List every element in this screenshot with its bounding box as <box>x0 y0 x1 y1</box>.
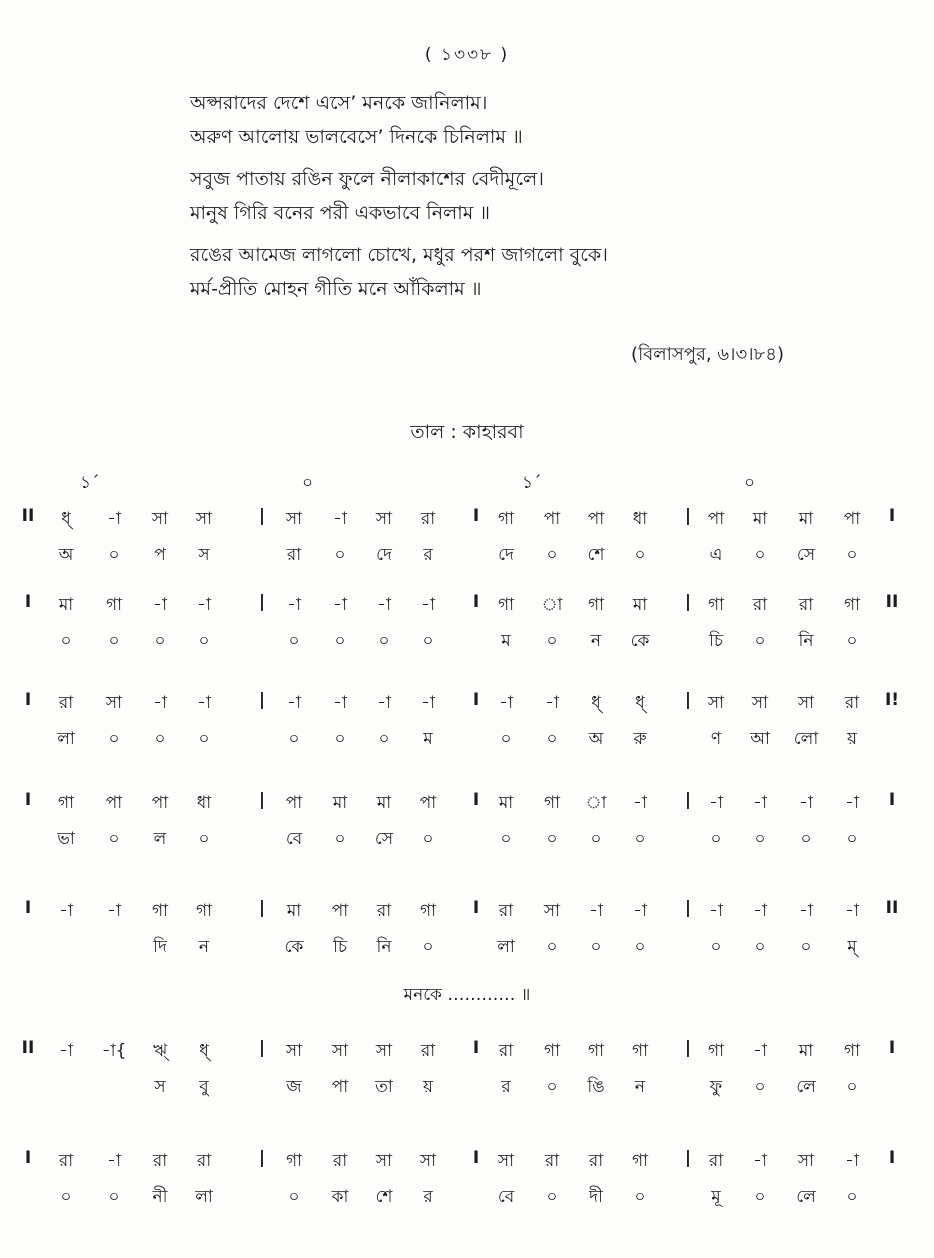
note: -া <box>753 1041 767 1061</box>
lyric-syllable: শে <box>587 545 605 565</box>
note: -া <box>59 1041 73 1061</box>
lyric-syllable: অ <box>58 545 74 565</box>
poem-stanza-2 <box>190 162 608 230</box>
note: গা <box>707 1041 725 1061</box>
bar-line: I <box>472 898 480 918</box>
lyric-syllable: ০ <box>546 545 558 565</box>
note: -া <box>333 509 347 529</box>
lyric-syllable: রু <box>633 729 647 749</box>
note: মা <box>376 793 392 813</box>
lyric-syllable: কে <box>630 631 650 651</box>
bar-line: I <box>24 592 32 612</box>
beat-marks <box>0 470 934 494</box>
lyric-syllable: কে <box>284 937 304 957</box>
note: সা <box>543 901 561 921</box>
lyric-syllable: ০ <box>754 829 766 849</box>
lyric-syllable: ০ <box>422 631 434 651</box>
note: গা <box>631 1041 649 1061</box>
lyric-syllable: সে <box>374 829 394 849</box>
note: -া <box>287 595 301 615</box>
lyric-syllable: দে <box>498 545 514 565</box>
lyric-syllable: লে <box>796 1077 816 1097</box>
note: -া <box>799 793 813 813</box>
note: -া <box>333 595 347 615</box>
note: গা <box>543 1041 561 1061</box>
poem-line: অরুণ আলোয় ভালবেসে’ দিনকে চিনিলাম ॥ <box>190 126 523 148</box>
note: -া <box>709 793 723 813</box>
lyric-syllable: র <box>501 1077 511 1097</box>
note: পা <box>707 509 725 529</box>
lyric-syllable: ০ <box>846 631 858 651</box>
beat-mark: ০ <box>744 473 756 493</box>
lyric-syllable: প <box>154 545 166 565</box>
note: সা <box>751 693 769 713</box>
bar-line: | <box>684 898 692 918</box>
lyric-syllable: ০ <box>546 1187 558 1207</box>
lyric-syllable: ০ <box>846 545 858 565</box>
lyric-syllable: ০ <box>334 545 346 565</box>
note: গা <box>195 901 213 921</box>
note: রা <box>498 901 514 921</box>
poem-line: মানুষ গিরি বনের পরী একভাবে নিলাম ॥ <box>190 202 491 224</box>
note: রা <box>588 1151 604 1171</box>
lyric-syllable: ন <box>634 1077 646 1097</box>
note: মা <box>58 595 74 615</box>
lyric-syllable: নী <box>152 1187 168 1207</box>
bar-line: | <box>684 506 692 526</box>
lyric-syllable: ০ <box>334 829 346 849</box>
lyric-syllable: ০ <box>154 729 166 749</box>
note: রা <box>708 1151 724 1171</box>
lyric-syllable: ০ <box>754 1077 766 1097</box>
bar-line: | <box>258 690 266 710</box>
lyric-syllable: ০ <box>500 829 512 849</box>
lyric-syllable: লে <box>796 1187 816 1207</box>
note: পা <box>843 509 861 529</box>
lyric-row <box>0 628 934 658</box>
lyric-syllable: ০ <box>60 631 72 651</box>
note: গা <box>285 1151 303 1171</box>
note: গা <box>707 595 725 615</box>
lyric-syllable: বে <box>497 1187 515 1207</box>
bar-line: | <box>684 1148 692 1168</box>
bar-line: II <box>885 592 899 612</box>
note: রা <box>152 1151 168 1171</box>
note: সা <box>497 1151 515 1171</box>
note: ধ্ <box>591 693 601 713</box>
lyric-syllable: ০ <box>108 1187 120 1207</box>
bar-line: I <box>888 1148 896 1168</box>
lyric-syllable: ০ <box>754 545 766 565</box>
lyric-syllable: শে <box>375 1187 393 1207</box>
notation-row <box>0 690 934 720</box>
note: সা <box>151 509 169 529</box>
note: -া <box>377 595 391 615</box>
note: গা <box>543 793 561 813</box>
note: সা <box>797 693 815 713</box>
note: -া <box>197 693 211 713</box>
lyric-syllable: ০ <box>546 729 558 749</box>
bar-line: I <box>472 1148 480 1168</box>
note: -া <box>633 901 647 921</box>
note: মা <box>332 793 348 813</box>
note: -া <box>421 595 435 615</box>
lyric-syllable: চি <box>708 631 724 651</box>
lyric-syllable: ০ <box>334 729 346 749</box>
note: রা <box>498 1041 514 1061</box>
bar-line: I <box>24 1148 32 1168</box>
bar-line: | <box>258 592 266 612</box>
bar-line: | <box>684 790 692 810</box>
lyric-syllable: দি <box>153 937 167 957</box>
note: সা <box>285 1041 303 1061</box>
note: মা <box>752 509 768 529</box>
note: পা <box>151 793 169 813</box>
note: ধা <box>196 793 212 813</box>
tal-heading: তাল : কাহারবা <box>410 421 524 443</box>
lyric-syllable: ম <box>501 631 511 651</box>
note: -া <box>107 1151 121 1171</box>
lyric-syllable: ০ <box>634 937 646 957</box>
note: সা <box>707 693 725 713</box>
note: -া <box>799 901 813 921</box>
lyric-syllable: ম্ <box>847 937 857 957</box>
poem-line: অপ্সরাদের দেশে এসে’ মনকে জানিলাম। <box>190 92 488 114</box>
note: -া <box>153 693 167 713</box>
lyric-syllable: ০ <box>154 631 166 651</box>
lyric-syllable: র <box>423 545 433 565</box>
note: রা <box>752 595 768 615</box>
note: গা <box>57 793 75 813</box>
note: মা <box>798 509 814 529</box>
note: গা <box>587 595 605 615</box>
lyric-syllable: বে <box>285 829 303 849</box>
lyric-row <box>0 542 934 572</box>
note: গা <box>587 1041 605 1061</box>
note: রা <box>376 901 392 921</box>
note: -া <box>197 595 211 615</box>
bar-line: | <box>684 1038 692 1058</box>
lyric-syllable: ০ <box>288 1187 300 1207</box>
note: সা <box>419 1151 437 1171</box>
bar-line: | <box>258 506 266 526</box>
note: গা <box>151 901 169 921</box>
bar-line: I <box>888 1038 896 1058</box>
bar-line: I <box>24 898 32 918</box>
poem-stanza-3 <box>190 238 608 306</box>
note: রা <box>196 1151 212 1171</box>
lyric-syllable: ০ <box>546 937 558 957</box>
lyric-syllable: রা <box>286 545 302 565</box>
note: গা <box>497 509 515 529</box>
note: গা <box>631 1151 649 1171</box>
note: রা <box>798 595 814 615</box>
lyric-syllable: ০ <box>800 937 812 957</box>
lyric-syllable: র <box>423 1187 433 1207</box>
note: রা <box>58 1151 74 1171</box>
notation-row <box>0 790 934 820</box>
notation-row <box>0 898 934 928</box>
poem <box>190 86 608 314</box>
note: সা <box>285 509 303 529</box>
lyric-syllable: ০ <box>198 829 210 849</box>
note: -া <box>499 693 513 713</box>
lyric-syllable: ০ <box>288 631 300 651</box>
note: গা <box>843 595 861 615</box>
lyric-syllable: অ <box>588 729 604 749</box>
note: গা <box>105 595 123 615</box>
bar-line: I <box>472 690 480 710</box>
lyric-syllable: ০ <box>546 631 558 651</box>
bar-line: II <box>885 898 899 918</box>
beat-mark: ০ <box>302 473 314 493</box>
lyric-syllable: ০ <box>198 729 210 749</box>
lyric-syllable: ০ <box>108 729 120 749</box>
bar-line: I <box>472 592 480 612</box>
lyric-syllable: ল <box>153 829 167 849</box>
place-date: (বিলাসপুর, ৬।৩।৮৪) <box>631 344 784 365</box>
lyric-syllable: ন <box>590 631 602 651</box>
page-number: ( ১৩৩৮ ) <box>424 45 510 65</box>
poem-line: সবুজ পাতায় রঙিন ফুলে নীলাকাশের বেদীমূলে। <box>190 168 544 190</box>
lyric-syllable: ফু <box>709 1077 723 1097</box>
note: -া <box>709 901 723 921</box>
lyric-syllable: ০ <box>60 1187 72 1207</box>
notation-row <box>0 506 934 536</box>
note: রা <box>844 693 860 713</box>
bar-line: I <box>472 506 480 526</box>
lyric-syllable: ০ <box>288 729 300 749</box>
note: রা <box>58 693 74 713</box>
lyric-syllable: ম <box>423 729 433 749</box>
bar-line: | <box>258 1038 266 1058</box>
note: সা <box>375 509 393 529</box>
lyric-syllable: কা <box>331 1187 349 1207</box>
note: মা <box>498 793 514 813</box>
bar-line: | <box>684 592 692 612</box>
note: পা <box>285 793 303 813</box>
lyric-syllable: দী <box>589 1187 603 1207</box>
lyric-row <box>0 1184 934 1214</box>
bar-line: I <box>472 790 480 810</box>
note: রা <box>332 1151 348 1171</box>
note: -া <box>845 1151 859 1171</box>
note: -া <box>633 793 647 813</box>
note: -া <box>333 693 347 713</box>
note: মা <box>632 595 648 615</box>
lyric-syllable: ০ <box>546 829 558 849</box>
lyric-syllable: লো <box>793 729 819 749</box>
lyric-syllable: লা <box>497 937 515 957</box>
note: সা <box>797 1151 815 1171</box>
note: পা <box>105 793 123 813</box>
note: গা <box>497 595 515 615</box>
bar-line: I <box>888 790 896 810</box>
lyric-syllable: জ <box>286 1077 302 1097</box>
note: রা <box>544 1151 560 1171</box>
lyric-syllable: ০ <box>422 829 434 849</box>
lyric-syllable: নি <box>376 937 392 957</box>
lyric-syllable: স <box>154 1077 166 1097</box>
note: ধ্ <box>199 1041 209 1061</box>
lyric-syllable: ০ <box>710 937 722 957</box>
bar-line: I <box>888 506 896 526</box>
note: -া <box>845 901 859 921</box>
lyric-syllable: ০ <box>754 631 766 651</box>
lyric-syllable: ভা <box>57 829 75 849</box>
note: -া{ <box>101 1041 127 1061</box>
beat-mark: ১´ <box>80 473 100 493</box>
note: ঋ্ <box>152 1041 168 1061</box>
bar-line: I <box>24 690 32 710</box>
lyric-syllable: ০ <box>800 829 812 849</box>
lyric-syllable: ০ <box>634 1187 646 1207</box>
lyric-syllable: দে <box>376 545 392 565</box>
note: -া <box>59 901 73 921</box>
note: -া <box>753 793 767 813</box>
note: সা <box>375 1151 393 1171</box>
lyric-syllable: আ <box>750 729 770 749</box>
lyric-syllable: চি <box>332 937 348 957</box>
lyric-syllable: স <box>198 545 210 565</box>
note: সা <box>331 1041 349 1061</box>
lyric-syllable: য় <box>846 729 857 749</box>
lyric-row <box>0 726 934 756</box>
lyric-row <box>0 934 934 964</box>
lyric-syllable: ০ <box>546 1077 558 1097</box>
note: রা <box>420 509 436 529</box>
lyric-syllable: ০ <box>634 829 646 849</box>
lyric-syllable: ন <box>198 937 210 957</box>
lyric-syllable: ০ <box>500 729 512 749</box>
note: -া <box>753 901 767 921</box>
lyric-syllable: ০ <box>634 545 646 565</box>
notation-row <box>0 1038 934 1068</box>
lyric-syllable: ০ <box>590 829 602 849</box>
note: গা <box>843 1041 861 1061</box>
note: মা <box>286 901 302 921</box>
lyric-syllable: লা <box>195 1187 213 1207</box>
lyric-syllable: ০ <box>846 1077 858 1097</box>
notation-row <box>0 592 934 622</box>
note: ধ্ <box>635 693 645 713</box>
lyric-syllable: ০ <box>754 937 766 957</box>
note: া <box>541 595 563 615</box>
note: সা <box>105 693 123 713</box>
lyric-syllable: ০ <box>108 631 120 651</box>
note: -া <box>545 693 559 713</box>
lyric-syllable: নি <box>798 631 814 651</box>
note: পা <box>331 901 349 921</box>
beat-mark: ১´ <box>522 473 542 493</box>
refrain-marker: মনকে ………… ॥ <box>403 985 531 1005</box>
lyric-syllable: সে <box>796 545 816 565</box>
note: সা <box>375 1041 393 1061</box>
note: রা <box>420 1041 436 1061</box>
note: ধা <box>632 509 648 529</box>
lyric-syllable: ণ <box>710 729 722 749</box>
note: -া <box>377 693 391 713</box>
bar-line: II <box>21 506 35 526</box>
lyric-syllable: ০ <box>846 1187 858 1207</box>
note: পা <box>587 509 605 529</box>
lyric-syllable: ০ <box>422 937 434 957</box>
lyric-syllable: মূ <box>711 1187 721 1207</box>
bar-line: I <box>472 1038 480 1058</box>
lyric-row <box>0 1074 934 1104</box>
lyric-row <box>0 826 934 856</box>
lyric-syllable: ০ <box>334 631 346 651</box>
lyric-syllable: য় <box>422 1077 433 1097</box>
bar-line: | <box>684 690 692 710</box>
lyric-syllable: পা <box>331 1077 349 1097</box>
note: -া <box>153 595 167 615</box>
bar-line: II <box>21 1038 35 1058</box>
note: পা <box>419 793 437 813</box>
note: সা <box>195 509 213 529</box>
lyric-syllable: ০ <box>710 829 722 849</box>
note: -া <box>753 1151 767 1171</box>
poem-line: মর্ম-প্রীতি মোহন গীতি মনে আঁকিলাম ॥ <box>190 278 482 300</box>
poem-stanza-1 <box>190 86 608 154</box>
bar-line: | <box>258 1148 266 1168</box>
note: -া <box>107 509 121 529</box>
note: -া <box>589 901 603 921</box>
bar-line: | <box>258 898 266 918</box>
bar-line: I! <box>884 690 900 710</box>
lyric-syllable: তা <box>375 1077 393 1097</box>
lyric-syllable: এ <box>709 545 723 565</box>
lyric-syllable: লা <box>57 729 75 749</box>
note: -া <box>287 693 301 713</box>
lyric-syllable: ০ <box>378 631 390 651</box>
note: মা <box>798 1041 814 1061</box>
note: -া <box>107 901 121 921</box>
lyric-syllable: ০ <box>754 1187 766 1207</box>
note: -া <box>421 693 435 713</box>
note: ধ্ <box>61 509 71 529</box>
lyric-syllable: ০ <box>590 937 602 957</box>
note: পা <box>543 509 561 529</box>
lyric-syllable: ০ <box>198 631 210 651</box>
bar-line: I <box>24 790 32 810</box>
note: া <box>585 793 607 813</box>
note: -া <box>845 793 859 813</box>
note: গা <box>419 901 437 921</box>
lyric-syllable: বু <box>199 1077 209 1097</box>
bar-line: | <box>258 790 266 810</box>
lyric-syllable: ০ <box>108 545 120 565</box>
poem-line: রঙের আমেজ লাগলো চোখে, মধুর পরশ জাগলো বুকে। <box>190 244 608 266</box>
lyric-syllable: ০ <box>378 729 390 749</box>
lyric-syllable: ঙি <box>587 1077 605 1097</box>
notation-row <box>0 1148 934 1178</box>
lyric-syllable: ০ <box>846 829 858 849</box>
lyric-syllable: ০ <box>108 829 120 849</box>
